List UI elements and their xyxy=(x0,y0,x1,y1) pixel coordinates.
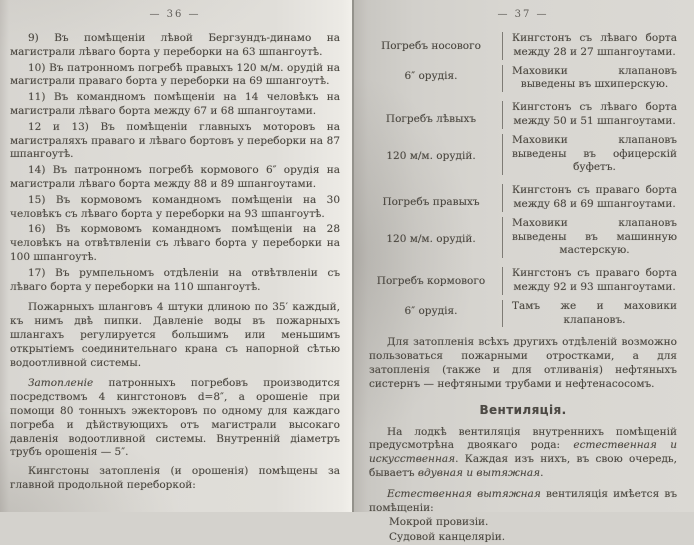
row-label-line-1: Погребъ носового xyxy=(381,40,481,53)
valve-entry: Маховики клапановъ выведены въ шхиперскую. xyxy=(502,65,677,93)
row-label-line-1: Погребъ кормового xyxy=(376,275,486,288)
paragraph-natural-exhaust: Естественная вытяжная вентиляція имѣется въ помѣщеніи: xyxy=(369,487,677,514)
kingston-entry: Кингстонъ съ праваго борта между 92 и 93 шпангоутами. xyxy=(502,267,677,295)
paragraph-other-compartments: Для затопленія всѣхъ другихъ отдѣленій возможно пользоваться пожарными отростками, а для затопленія (также и для отливанія) нефтяныхъ систернъ — нефтяными трубами и нефтенасосомъ. xyxy=(369,336,677,390)
paragraph-ventilation-types: На лодкѣ вентиляція внутреннихъ помѣщеній предусмотрѣна двоякаго рода: естественная и искусственная. Каждая изъ нихъ, въ свою очередь, бываетъ вдувная и вытяжная. xyxy=(369,425,677,479)
row-label-line-2: 120 м/м. орудій. xyxy=(386,232,476,245)
page-left-content xyxy=(0,0,352,493)
kingston-entry: Кингстонъ съ лѣваго борта между 28 и 27 шпангоутами. xyxy=(502,32,677,60)
paragraph-kingstons: Кингстоны затопленія (и орошенія) помѣщены за главной продольной переборкой: xyxy=(10,465,340,491)
row-label xyxy=(369,101,502,175)
kingston-row-port-magazine xyxy=(369,101,677,175)
page-number-left: — 36 — xyxy=(149,9,201,20)
row-label xyxy=(369,184,502,258)
row-detail xyxy=(502,267,677,327)
list-item-wet-provisions: Мокрой провизіи. xyxy=(389,516,489,529)
paragraph-item-15: 15) Въ кормовомъ командномъ помѣщеніи на 30 человѣкъ съ лѣваго борта у переборки на 93 шпангоутѣ. xyxy=(10,193,340,220)
kingston-row-bow-magazine xyxy=(369,32,677,92)
paragraph-item-17: 17) Въ румпельномъ отдѣленіи на отвѣтвленіи съ лѣваго борта у переборки на 110 шпангоутѣ. xyxy=(10,266,340,293)
paragraph-item-12-13: 12 и 13) Въ помѣщеніи главныхъ моторовъ на магистраляхъ праваго и лѣваго бортовъ у переборки на 87 шпангоутѣ. xyxy=(10,120,340,161)
valve-entry: Маховики клапановъ выведены въ машинную мастерскую. xyxy=(502,217,677,258)
row-label-line-1: Погребъ лѣвыхъ xyxy=(385,112,477,125)
row-label-line-2: 120 м/м. орудій. xyxy=(386,149,476,162)
valve-entry: Тамъ же и маховики клапановъ. xyxy=(502,300,677,328)
page-left-36 xyxy=(0,0,352,512)
paragraph-item-16: 16) Въ кормовомъ командномъ помѣщеніи на 28 человѣкъ на отвѣтвленіи съ лѣваго борта у переборки на 100 шпангоутѣ. xyxy=(10,223,340,263)
kingston-entry: Кингстонъ съ лѣваго борта между 50 и 51 шпангоутами. xyxy=(502,101,677,129)
list-item-ship-office: Судовой канцеляріи. xyxy=(389,531,506,544)
paragraph-item-9: 9) Въ помѣщеніи лѣвой Бергзундъ-динамо на магистрали лѣваго борта у переборки на 63 шпангоутѣ. xyxy=(10,32,340,58)
page-number-right: — 37 — xyxy=(497,9,549,20)
kingston-entry: Кингстонъ съ праваго борта между 68 и 69 шпангоутами. xyxy=(502,184,677,212)
paragraph-item-11: 11) Въ командномъ помѣщеніи на 14 человѣкъ на магистрали лѣваго борта между 67 и 68 шпангоутами. xyxy=(10,91,340,117)
section-heading-ventilation: Вентиляція. xyxy=(479,402,567,417)
row-label-line-2: 6″ орудія. xyxy=(404,70,458,83)
row-label-line-2: 6″ орудія. xyxy=(404,305,458,318)
page-right-content xyxy=(354,0,694,545)
row-label xyxy=(369,32,502,92)
kingston-row-stern-magazine xyxy=(369,267,677,327)
row-label xyxy=(369,267,502,327)
paragraph-item-14: 14) Въ патронномъ погребѣ кормового 6″ орудія на магистрали лѣваго борта между 88 и 89 шпангоутами. xyxy=(10,164,340,190)
kingston-row-starboard-magazine xyxy=(369,184,677,258)
row-label-line-1: Погребъ правыхъ xyxy=(382,195,480,208)
page-right-37 xyxy=(352,0,694,544)
row-detail xyxy=(502,32,677,92)
paragraph-flooding: Затопленіе патронныхъ погребовъ производится посредствомъ 4 кингстоновъ d=8″, а орошеніе при помощи 80 тонныхъ эжекторовъ по одному для каждаго погреба и дѣйствующихъ отъ магистрали высокаго давленія водоотливной системы. Внутренній діаметръ трубъ орошенія — 5″. xyxy=(10,377,340,459)
paragraph-item-10: 10) Въ патронномъ погребѣ правыхъ 120 м/м. орудій на магистрали праваго борта у переборки на 69 шпангоутѣ. xyxy=(10,61,340,88)
valve-entry: Маховики клапановъ выведены въ офицерскій буфетъ. xyxy=(502,134,677,175)
row-detail xyxy=(502,101,677,175)
paragraph-fire-hoses: Пожарныхъ шланговъ 4 штуки длиною по 35′ каждый, къ нимъ двѣ пипки. Давленіе воды въ пожарныхъ шлангахъ регулируется большимъ или меньшимъ открытіемъ соединительнаго крана съ напорной сѣтью водоотливной системы. xyxy=(10,301,340,369)
row-detail xyxy=(502,184,677,258)
